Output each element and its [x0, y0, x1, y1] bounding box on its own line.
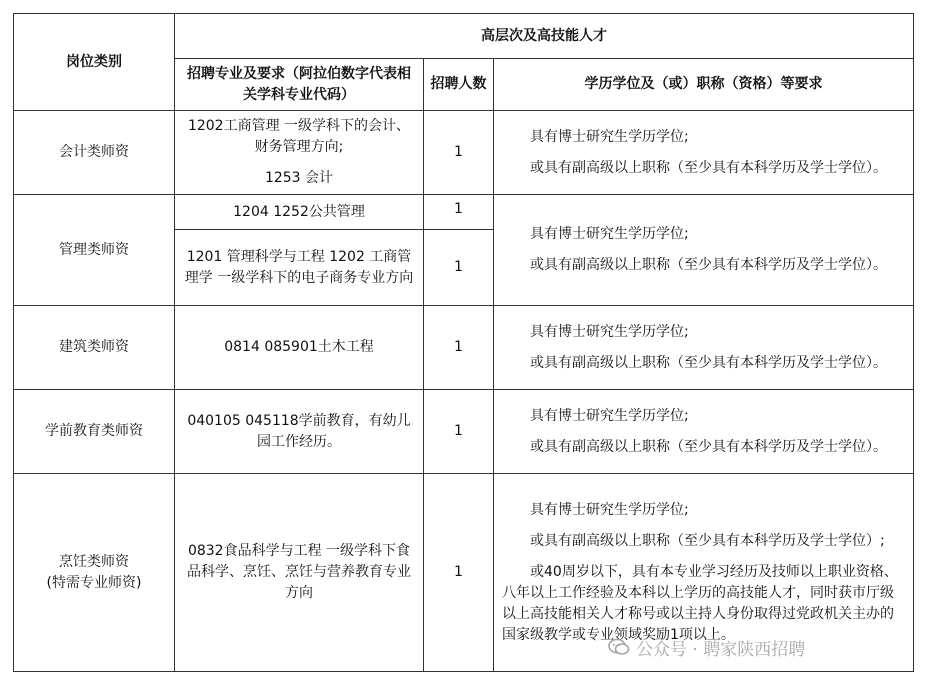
requirement-line: 或具有副高级以上职称（至少具有本科学历及学士学位）。 [530, 438, 887, 455]
requirements-cell [494, 390, 914, 474]
count-cell: 1 [424, 390, 494, 474]
major-cell [175, 111, 424, 195]
requirements-cell [494, 195, 914, 306]
major-cell: 1201 管理科学与工程 1202 工商管理学 一级学科下的电子商务专业方向 [175, 230, 424, 306]
category-cell: 管理类师资 [14, 195, 175, 306]
major-cell: 0832食品科学与工程 一级学科下食品科学、烹饪、烹饪与营养教育专业方向 [175, 474, 424, 672]
watermark [608, 632, 805, 662]
header-requirements: 学历学位及（或）职称（资格）等要求 [494, 59, 914, 111]
requirements-cell [494, 306, 914, 390]
count-cell: 1 [424, 195, 494, 230]
count-cell: 1 [424, 230, 494, 306]
requirement-line: 或具有副高级以上职称（至少具有本科学历及学士学位）; [530, 532, 885, 549]
requirements-cell [494, 111, 914, 195]
recruitment-table [13, 13, 914, 672]
header-group-title: 高层次及高技能人才 [175, 14, 914, 59]
header-count: 招聘人数 [424, 59, 494, 111]
requirement-line: 或具有副高级以上职称（至少具有本科学历及学士学位）。 [530, 257, 887, 273]
major-line: 1202工商管理 一级学科下的会计、财务管理方向; [187, 118, 411, 155]
count-cell: 1 [424, 306, 494, 390]
requirement-line: 具有博士研究生学历学位; [530, 407, 689, 424]
header-row-1 [14, 14, 914, 59]
requirement-line: 或具有副高级以上职称（至少具有本科学历及学士学位）。 [530, 159, 887, 176]
major-line: 1253 会计 [264, 170, 334, 186]
major-cell: 040105 045118学前教育，有幼儿园工作经历。 [175, 390, 424, 474]
major-cell: 0814 085901土木工程 [175, 306, 424, 390]
major-cell: 1204 1252公共管理 [175, 195, 424, 230]
category-cell [14, 474, 175, 672]
category-cell: 会计类师资 [14, 111, 175, 195]
table-row [14, 390, 914, 474]
table-row [14, 195, 914, 230]
requirement-line: 具有博士研究生学历学位; [530, 128, 689, 145]
watermark-text: 公众号 · 聘家陕西招聘 [636, 639, 806, 660]
category-cell: 学前教育类师资 [14, 390, 175, 474]
header-major: 招聘专业及要求（阿拉伯数字代表相关学科专业代码） [175, 59, 424, 111]
header-category: 岗位类别 [14, 14, 175, 111]
count-cell: 1 [424, 111, 494, 195]
requirement-line: 或具有副高级以上职称（至少具有本科学历及学士学位）。 [530, 354, 887, 371]
table-row [14, 111, 914, 195]
requirement-line: 或40周岁以下，具有本专业学习经历及技师以上职业资格、八年以上工作经验及本科以上学历的高技能人才，同时获市厅级以上高技能相关人才称号或以主持人身份取得过党政机关主办的国家级教学或专业领域奖励1项以上。 [502, 563, 898, 643]
category-note: (特需专业师资) [46, 574, 142, 591]
category-cell: 建筑类师资 [14, 306, 175, 390]
count-cell: 1 [424, 474, 494, 672]
wechat-official-account-icon [608, 638, 630, 656]
table-row [14, 306, 914, 390]
requirement-line: 具有博士研究生学历学位; [530, 501, 689, 518]
requirement-line: 具有博士研究生学历学位; [530, 323, 689, 340]
requirement-line: 具有博士研究生学历学位; [530, 226, 689, 242]
category-name: 烹饪类师资 [59, 553, 129, 570]
